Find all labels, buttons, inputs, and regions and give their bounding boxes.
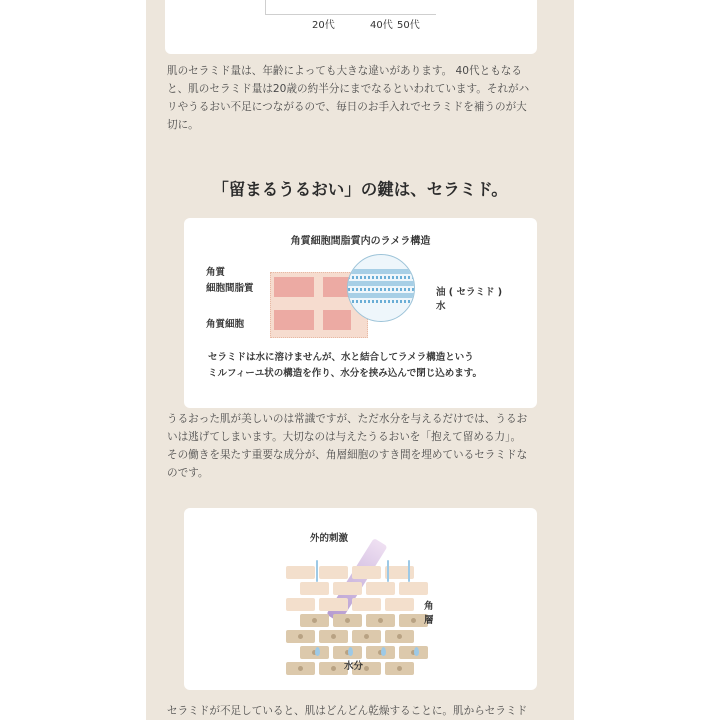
cell-nucleus: [331, 666, 336, 671]
corneocyte-cell: [286, 630, 315, 643]
label-stratum: 角質: [206, 267, 226, 278]
stratum-diagram-card: [184, 508, 537, 690]
label-stratum-layer-2: 層: [424, 615, 434, 626]
lamella-water-layer: [348, 300, 414, 303]
corneocyte-cell: [366, 582, 395, 595]
moisture-escape-line: [408, 560, 410, 582]
cell-nucleus: [378, 618, 383, 623]
lamella-zoom-circle: [347, 254, 415, 322]
paragraph-line: うるおった肌が美しいのは常識ですが、ただ水分を与えるだけでは、うるお: [167, 413, 528, 425]
moisture-escape-line: [316, 560, 318, 582]
corneocyte-cell: [333, 582, 362, 595]
corneocyte-brick: [274, 310, 314, 330]
corneocyte-cell: [286, 566, 315, 579]
lamella-oil-layer: [348, 281, 414, 286]
article-column: [146, 0, 574, 720]
corneocyte-cell: [385, 662, 414, 675]
label-external-stimulus: 外的刺激: [310, 533, 349, 544]
paragraph-line: 切に。: [167, 119, 199, 131]
label-intercellular-lipid: 細胞間脂質: [206, 283, 254, 294]
chart-tick-50s: 50代: [397, 20, 420, 31]
corneocyte-cell: [399, 582, 428, 595]
cell-nucleus: [397, 666, 402, 671]
description-line: ミルフィーユ状の構造を作り、水分を挟み込んで閉じ込めます。: [208, 368, 482, 379]
corneocyte-cell: [319, 566, 348, 579]
corneocyte-cell: [319, 630, 348, 643]
age-chart-card: [165, 0, 537, 54]
lamella-description: [208, 350, 528, 382]
paragraph-line: その働きを果たす重要な成分が、角層細胞のすき間を埋めているセラミドな: [167, 449, 528, 461]
label-corneocyte: 角質細胞: [206, 319, 245, 330]
lamella-oil-layer: [348, 269, 414, 274]
water-droplet: [315, 647, 320, 656]
chart-tick-40s: 40代: [370, 20, 393, 31]
lamella-water-layer: [348, 276, 414, 279]
cell-nucleus: [331, 634, 336, 639]
label-stratum-layer-1: 角: [424, 601, 434, 612]
lamella-title: 角質細胞間脂質内のラメラ構造: [290, 236, 431, 247]
label-water: 水: [436, 301, 446, 312]
chart-tick-20s: 20代: [312, 20, 335, 31]
paragraph-line: のです。: [167, 467, 209, 479]
corneocyte-cell: [352, 630, 381, 643]
paragraph-line: セラミドが不足していると、肌はどんどん乾燥することに。肌からセラミド: [167, 705, 528, 717]
section-heading: 「留まるうるおい」の鍵は、セラミド。: [212, 180, 508, 199]
lamella-oil-layer: [348, 293, 414, 298]
water-droplet: [348, 647, 353, 656]
chart-axis: [265, 0, 436, 15]
corneocyte-cell: [300, 582, 329, 595]
lamella-diagram-card: [184, 218, 537, 408]
label-moisture: 水分: [344, 661, 364, 672]
paragraph-line: 肌のセラミド量は、年齢によっても大きな違いがあります。 40代ともなる: [167, 65, 522, 77]
corneocyte-cell: [385, 598, 414, 611]
corneocyte-cell: [385, 630, 414, 643]
water-droplet: [381, 647, 386, 656]
corneocyte-cell: [319, 598, 348, 611]
corneocyte-cell: [333, 614, 362, 627]
paragraph-ceramide-deficit: [167, 702, 557, 720]
paragraph-line: と、肌のセラミド量は20歳の約半分にまでなるといわれています。それがハ: [167, 83, 530, 95]
corneocyte-cell: [286, 662, 315, 675]
cell-nucleus: [364, 634, 369, 639]
water-droplet: [414, 647, 419, 656]
paragraph-line: リやうるおい不足につながるので、毎日のお手入れでセラミドを補うのが大: [167, 101, 527, 113]
corneocyte-cell: [286, 598, 315, 611]
corneocyte-cell: [366, 614, 395, 627]
moisture-escape-line: [387, 560, 389, 582]
label-oil-ceramide: 油 ( セラミド ): [436, 287, 503, 298]
cell-nucleus: [345, 618, 350, 623]
paragraph-moisture: [167, 410, 557, 482]
paragraph-line: いは逃げてしまいます。大切なのは与えたうるおいを「抱えて留める力」。: [167, 431, 522, 443]
cell-nucleus: [298, 634, 303, 639]
corneocyte-brick: [323, 310, 351, 330]
corneocyte-brick: [274, 277, 314, 297]
lamella-water-layer: [348, 288, 414, 291]
paragraph-ceramide-age: [167, 62, 557, 134]
cell-nucleus: [312, 618, 317, 623]
cell-nucleus: [364, 666, 369, 671]
description-line: セラミドは水に溶けませんが、水と結合してラメラ構造という: [208, 352, 474, 363]
cell-nucleus: [411, 618, 416, 623]
corneocyte-cell: [352, 598, 381, 611]
corneocyte-cell: [352, 566, 381, 579]
cell-nucleus: [397, 634, 402, 639]
corneocyte-cell: [300, 614, 329, 627]
cell-nucleus: [298, 666, 303, 671]
